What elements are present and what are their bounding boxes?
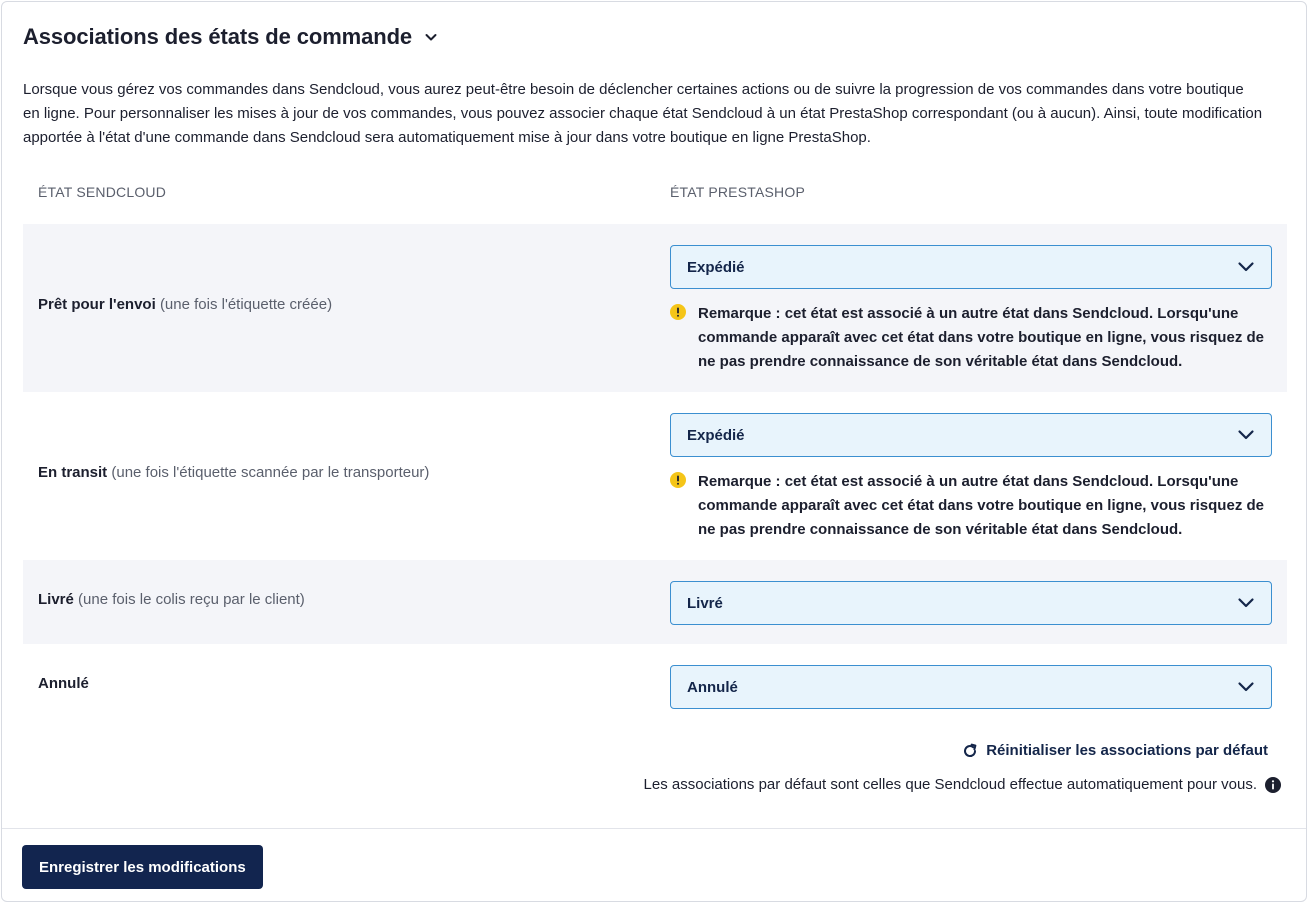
status-label [38,675,89,692]
warning-circle-icon [670,304,686,320]
prestashop-status-select[interactable] [670,665,1272,709]
warning-text: Remarque : cet état est associé à un autre état dans Sendcloud. Lorsqu'une commande apparaît avec cet état dans votre boutique en ligne, vous risquez de ne pas prendre connaissance de son véritable état dans Sendcloud. [698,473,1264,538]
status-hint: (une fois l'étiquette créée) [159,296,333,313]
select-value: Livré [687,594,723,612]
chevron-down-icon [1237,426,1255,444]
reset-defaults-note [644,776,1281,793]
refresh-icon [962,743,978,759]
select-value: Expédié [687,258,745,276]
status-name: Prêt pour l'envoi [38,296,156,313]
status-name: En transit [38,464,108,481]
order-status-mapping-panel [1,1,1307,902]
status-row-in-transit [23,392,1287,560]
status-hint: (une fois l'étiquette scannée par le transporteur) [111,464,430,481]
chevron-down-icon [1237,258,1255,276]
status-name: Livré [38,591,74,608]
save-changes-button[interactable]: Enregistrer les modifications [22,845,263,889]
chevron-down-icon [1237,594,1255,612]
column-header-prestashop: ÉTAT PRESTASHOP [670,184,805,200]
select-value: Annulé [687,678,738,696]
status-row-delivered [23,560,1287,644]
select-value: Expédié [687,426,745,444]
section-title: Associations des états de commande [23,24,413,49]
warning-text: Remarque : cet état est associé à un autre état dans Sendcloud. Lorsqu'une commande apparaît avec cet état dans votre boutique en ligne, vous risquez de ne pas prendre connaissance de son véritable état dans Sendcloud. [698,305,1264,370]
section-description: Lorsque vous gérez vos commandes dans Sendcloud, vous aurez peut-être besoin de déclencher certaines actions ou de suivre la progression de vos commandes dans votre boutique en ligne. Pour personnaliser les mises à jour de vos commandes, vous pouvez associer chaque état Sendcloud à un état PrestaShop correspondant (ou à aucun). Ainsi, toute modification apportée à l'état d'une commande dans Sendcloud sera automatiquement mise à jour dans votre boutique en ligne PrestaShop. [23,81,1263,146]
prestashop-status-select[interactable] [670,413,1272,457]
panel-footer [2,828,1306,902]
reset-defaults-label: Réinitialiser les associations par défaut [986,742,1268,759]
status-label [38,296,332,313]
chevron-down-icon [424,30,438,44]
status-label [38,464,429,481]
status-hint: (une fois le colis reçu par le client) [78,591,305,608]
status-name: Annulé [38,675,89,692]
column-header-sendcloud: ÉTAT SENDCLOUD [38,184,167,200]
section-header-toggle[interactable] [23,22,438,52]
warning-circle-icon [670,472,686,488]
status-row-cancelled [23,644,1287,728]
chevron-down-icon [1237,678,1255,696]
reset-note-text: Les associations par défaut sont celles que Sendcloud effectue automatiquement pour vous. [643,776,1257,793]
info-circle-icon[interactable] [1265,777,1281,793]
reset-defaults-button[interactable] [962,742,1268,759]
mapping-warning [670,302,1270,374]
prestashop-status-select[interactable] [670,245,1272,289]
prestashop-status-select[interactable] [670,581,1272,625]
status-label [38,591,305,608]
mapping-warning [670,470,1270,542]
status-row-ready-to-ship [23,224,1287,392]
